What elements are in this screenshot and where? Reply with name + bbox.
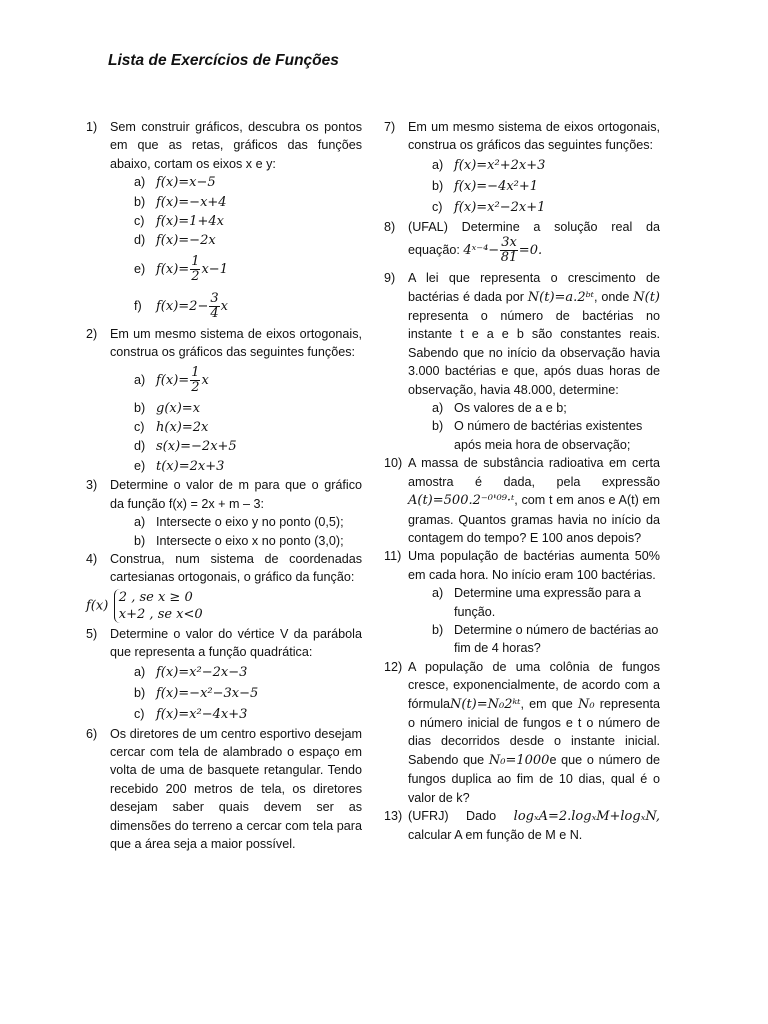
item-a <box>408 399 660 417</box>
math-expr: f(x)= <box>156 372 190 388</box>
math-expr: f(x)=x−5 <box>156 175 216 191</box>
item-c <box>408 197 660 218</box>
item-label: b) <box>432 178 444 193</box>
exercise-text-part: A massa de substância radioativa em certa amostra é dada, pela expressão <box>408 456 660 489</box>
right-column <box>384 118 660 845</box>
exercise-5 <box>86 625 362 725</box>
math-expr: logₓA=2.logₓM+logₓN, <box>513 809 660 824</box>
item-b <box>408 176 660 197</box>
math-expr: N(t)=N₀2ᵏᵗ <box>450 696 521 712</box>
item-e <box>110 457 362 476</box>
case-1: 2 , se x ≥ 0 <box>118 589 193 605</box>
math-expr: N₀=1000 <box>488 752 550 768</box>
item-a <box>110 662 362 683</box>
item-text: Os valores de a e b; <box>454 401 567 416</box>
exercise-number: 8) <box>384 219 396 234</box>
exercise-number: 2) <box>86 326 98 341</box>
left-column <box>86 118 362 853</box>
item-text: Intersecte o eixo y no ponto (0,5); <box>156 515 344 530</box>
item-label: a) <box>134 515 146 530</box>
math-expr: f(x)=2− <box>156 298 209 314</box>
exercise-number: 9) <box>384 271 396 286</box>
exercise-12 <box>384 658 660 807</box>
math-expr: f(x)=−2x <box>156 233 216 249</box>
numerator: 3x <box>501 235 517 251</box>
exercise-text-part: calcular A em função de M e N. <box>408 828 583 843</box>
item-text: Intersecte o eixo x no ponto (3,0); <box>156 533 344 548</box>
exercise-number: 12) <box>384 659 403 674</box>
exercise-number: 4) <box>86 551 98 566</box>
denominator: 2 <box>191 269 200 285</box>
item-text: Determine uma expressão para a função. <box>454 586 641 619</box>
math-expr: f(x)=x²−2x+1 <box>454 199 546 215</box>
exercise-6 <box>86 725 362 854</box>
item-label: a) <box>134 664 146 679</box>
math-expr: N(t) <box>633 289 661 305</box>
exercise-number: 6) <box>86 726 98 741</box>
fraction <box>190 255 200 284</box>
item-label: d) <box>134 233 146 248</box>
exercise-text <box>408 269 660 399</box>
exercise-text-part: , com t em anos e A(t) em gramas. Quantos gramas havia no início da contagem do tempo? E 100 anos depois? <box>408 493 660 545</box>
exercise-2 <box>86 325 362 476</box>
exercise-text-part: , onde <box>594 289 630 304</box>
item-e <box>110 251 362 288</box>
math-expr: x−1 <box>201 261 228 277</box>
exercise-text <box>408 658 660 807</box>
item-label: b) <box>134 400 146 415</box>
item-text: O número de bactérias existentes após meia hora de observação; <box>454 419 643 452</box>
math-expr: t(x)=2x+3 <box>156 458 225 474</box>
exercise-10 <box>384 454 660 547</box>
exercise-text-part: e que o número de fungos duplica ao fim de 10 dias, qual é o valor de k? <box>408 752 661 805</box>
exercise-text-part: (UFRJ) Dado <box>408 809 497 823</box>
item-label: c) <box>134 706 145 721</box>
exercise-9 <box>384 269 660 454</box>
math-expr: N₀ <box>578 696 595 712</box>
item-a <box>408 155 660 176</box>
item-b <box>110 399 362 418</box>
item-label: e) <box>134 261 146 276</box>
exercise-text: Determine o valor do vértice V da parábola que representa a função quadrática: <box>110 626 362 660</box>
exercise-7 <box>384 118 660 218</box>
math-expr: f(x)=−x+4 <box>156 194 227 210</box>
item-c <box>110 704 362 725</box>
item-label: a) <box>432 401 444 416</box>
item-label: c) <box>432 199 443 214</box>
item-b <box>110 683 362 704</box>
math-expr: f(x)=x²+2x+3 <box>454 157 546 173</box>
piecewise-cases <box>114 589 203 623</box>
item-a <box>110 173 362 192</box>
exercise-4 <box>86 550 362 587</box>
fraction <box>209 292 219 321</box>
item-label: f) <box>134 298 142 313</box>
item-label: a) <box>134 175 146 190</box>
item-label: b) <box>432 419 444 434</box>
exercise-text-part: A população de uma colônia de fungos cresce, exponencialmente, de acordo com a fórmula <box>408 659 660 711</box>
item-label: d) <box>134 439 146 454</box>
exercise-text <box>408 454 660 547</box>
math-expr: x <box>220 298 228 314</box>
math-expr: f(x)= <box>156 261 190 277</box>
math-expr: f(x)=−x²−3x−5 <box>156 685 259 701</box>
item-label: b) <box>134 685 146 700</box>
item-a <box>408 584 660 621</box>
numerator: 3 <box>210 291 219 307</box>
item-label: b) <box>134 194 146 209</box>
exercise-text: Determine o valor de m para que o gráfico da função f(x) = 2x + m – 3: <box>110 478 362 511</box>
item-label: b) <box>432 622 444 637</box>
item-c <box>110 212 362 231</box>
item-label: a) <box>432 157 444 172</box>
item-a <box>110 513 362 531</box>
exercise-text-part: representa o número inicial de fungos e t o número de dias decorridos desde o instante inicial. Sabendo que <box>408 696 661 767</box>
math-expr: f(x)=x²−2x−3 <box>156 664 248 680</box>
math-expr: f(x)=−4x²+1 <box>454 178 539 194</box>
page-title: Lista de Exercícios de Funções <box>108 52 339 69</box>
item-d <box>110 231 362 250</box>
piecewise-lhs: f(x) <box>86 598 109 614</box>
piecewise-function <box>86 589 362 623</box>
exercise-13 <box>384 807 660 845</box>
exercise-text-part: representa o número de bactérias no instante t e a e b são constantes reais. Sabendo que no início da observação havia 3.000 bactérias e que, após duas horas de observação, havia 48.000, determine: <box>408 309 660 397</box>
math-expr: N(t)=a.2ᵇᵗ <box>527 289 594 305</box>
exercise-text: Em um mesmo sistema de eixos ortogonais, construa os gráficos das seguintes funções: <box>408 120 660 153</box>
math-expr: g(x)=x <box>156 400 201 416</box>
item-label: c) <box>134 420 145 435</box>
exercise-text: Uma população de bactérias aumenta 50% em cada hora. No início eram 100 bactérias. <box>408 549 660 582</box>
exercise-number: 5) <box>86 626 98 641</box>
item-label: c) <box>134 214 145 229</box>
item-b <box>408 417 660 454</box>
exercise-number: 3) <box>86 478 98 493</box>
math-expr: =0. <box>518 243 543 259</box>
case-2: x+2 , se x<0 <box>118 606 203 622</box>
denominator: 2 <box>191 379 200 395</box>
exercise-11 <box>384 547 660 657</box>
exercise-text <box>408 218 660 265</box>
exercise-text: Os diretores de um centro esportivo desejam cercar com tela de alambrado o espaço em volta de uma de basquete retangular. Tendo recebido 200 metros de tela, os diretores desejam saber quais devem ser as dimensões do terreno a cercar com tela para que a área seja a maior possível. <box>110 726 362 851</box>
math-expr: f(x)=1+4x <box>156 214 224 230</box>
item-d <box>110 437 362 456</box>
item-label: a) <box>432 586 444 601</box>
math-expr: A(t)=500.2⁻⁰'⁰⁹·ᵗ <box>408 493 515 509</box>
exercise-3 <box>86 476 362 550</box>
exercise-number: 1) <box>86 120 98 134</box>
item-b <box>110 532 362 550</box>
numerator: 1 <box>191 364 200 380</box>
exercise-text: Sem construir gráficos, descubra os pontos em que as retas, gráficos das funções abaixo, cortam os eixos x e y: <box>110 120 362 171</box>
exercise-text-part: A lei que representa o crescimento de bactérias é dada por <box>408 271 660 304</box>
math-expr: 4ˣ⁻⁴− <box>463 243 500 259</box>
denominator: 4 <box>210 306 219 322</box>
exercise-1 <box>86 118 362 325</box>
fraction <box>500 236 518 265</box>
denominator: 81 <box>500 250 518 266</box>
exercise-number: 7) <box>384 120 396 134</box>
math-expr: f(x)=x²−4x+3 <box>156 706 248 722</box>
fraction <box>190 366 200 395</box>
math-expr: h(x)=2x <box>156 420 209 436</box>
math-expr: s(x)=−2x+5 <box>156 439 237 455</box>
item-label: b) <box>134 533 146 548</box>
item-a <box>110 362 362 399</box>
exercise-number: 11) <box>384 549 402 564</box>
exercise-8 <box>384 218 660 265</box>
item-label: a) <box>134 372 146 387</box>
exercise-text: Construa, num sistema de coordenadas cartesianas ortogonais, o gráfico da função: <box>110 551 362 585</box>
exercise-number: 13) <box>384 809 403 823</box>
item-b <box>110 193 362 212</box>
exercise-text <box>408 807 660 845</box>
item-f <box>110 288 362 325</box>
exercise-text-part: (UFAL) Determine a solução real da equação: <box>408 219 660 258</box>
numerator: 1 <box>191 254 200 270</box>
exercise-text-part: , em que <box>520 696 573 711</box>
exercise-number: 10) <box>384 456 403 471</box>
math-expr: x <box>201 372 209 388</box>
item-c <box>110 418 362 437</box>
item-text: Determine o número de bactérias ao fim de 4 horas? <box>454 622 659 656</box>
exercise-text: Em um mesmo sistema de eixos ortogonais, construa os gráficos das seguintes funções: <box>110 326 362 360</box>
item-label: e) <box>134 458 146 473</box>
item-b <box>408 621 660 658</box>
